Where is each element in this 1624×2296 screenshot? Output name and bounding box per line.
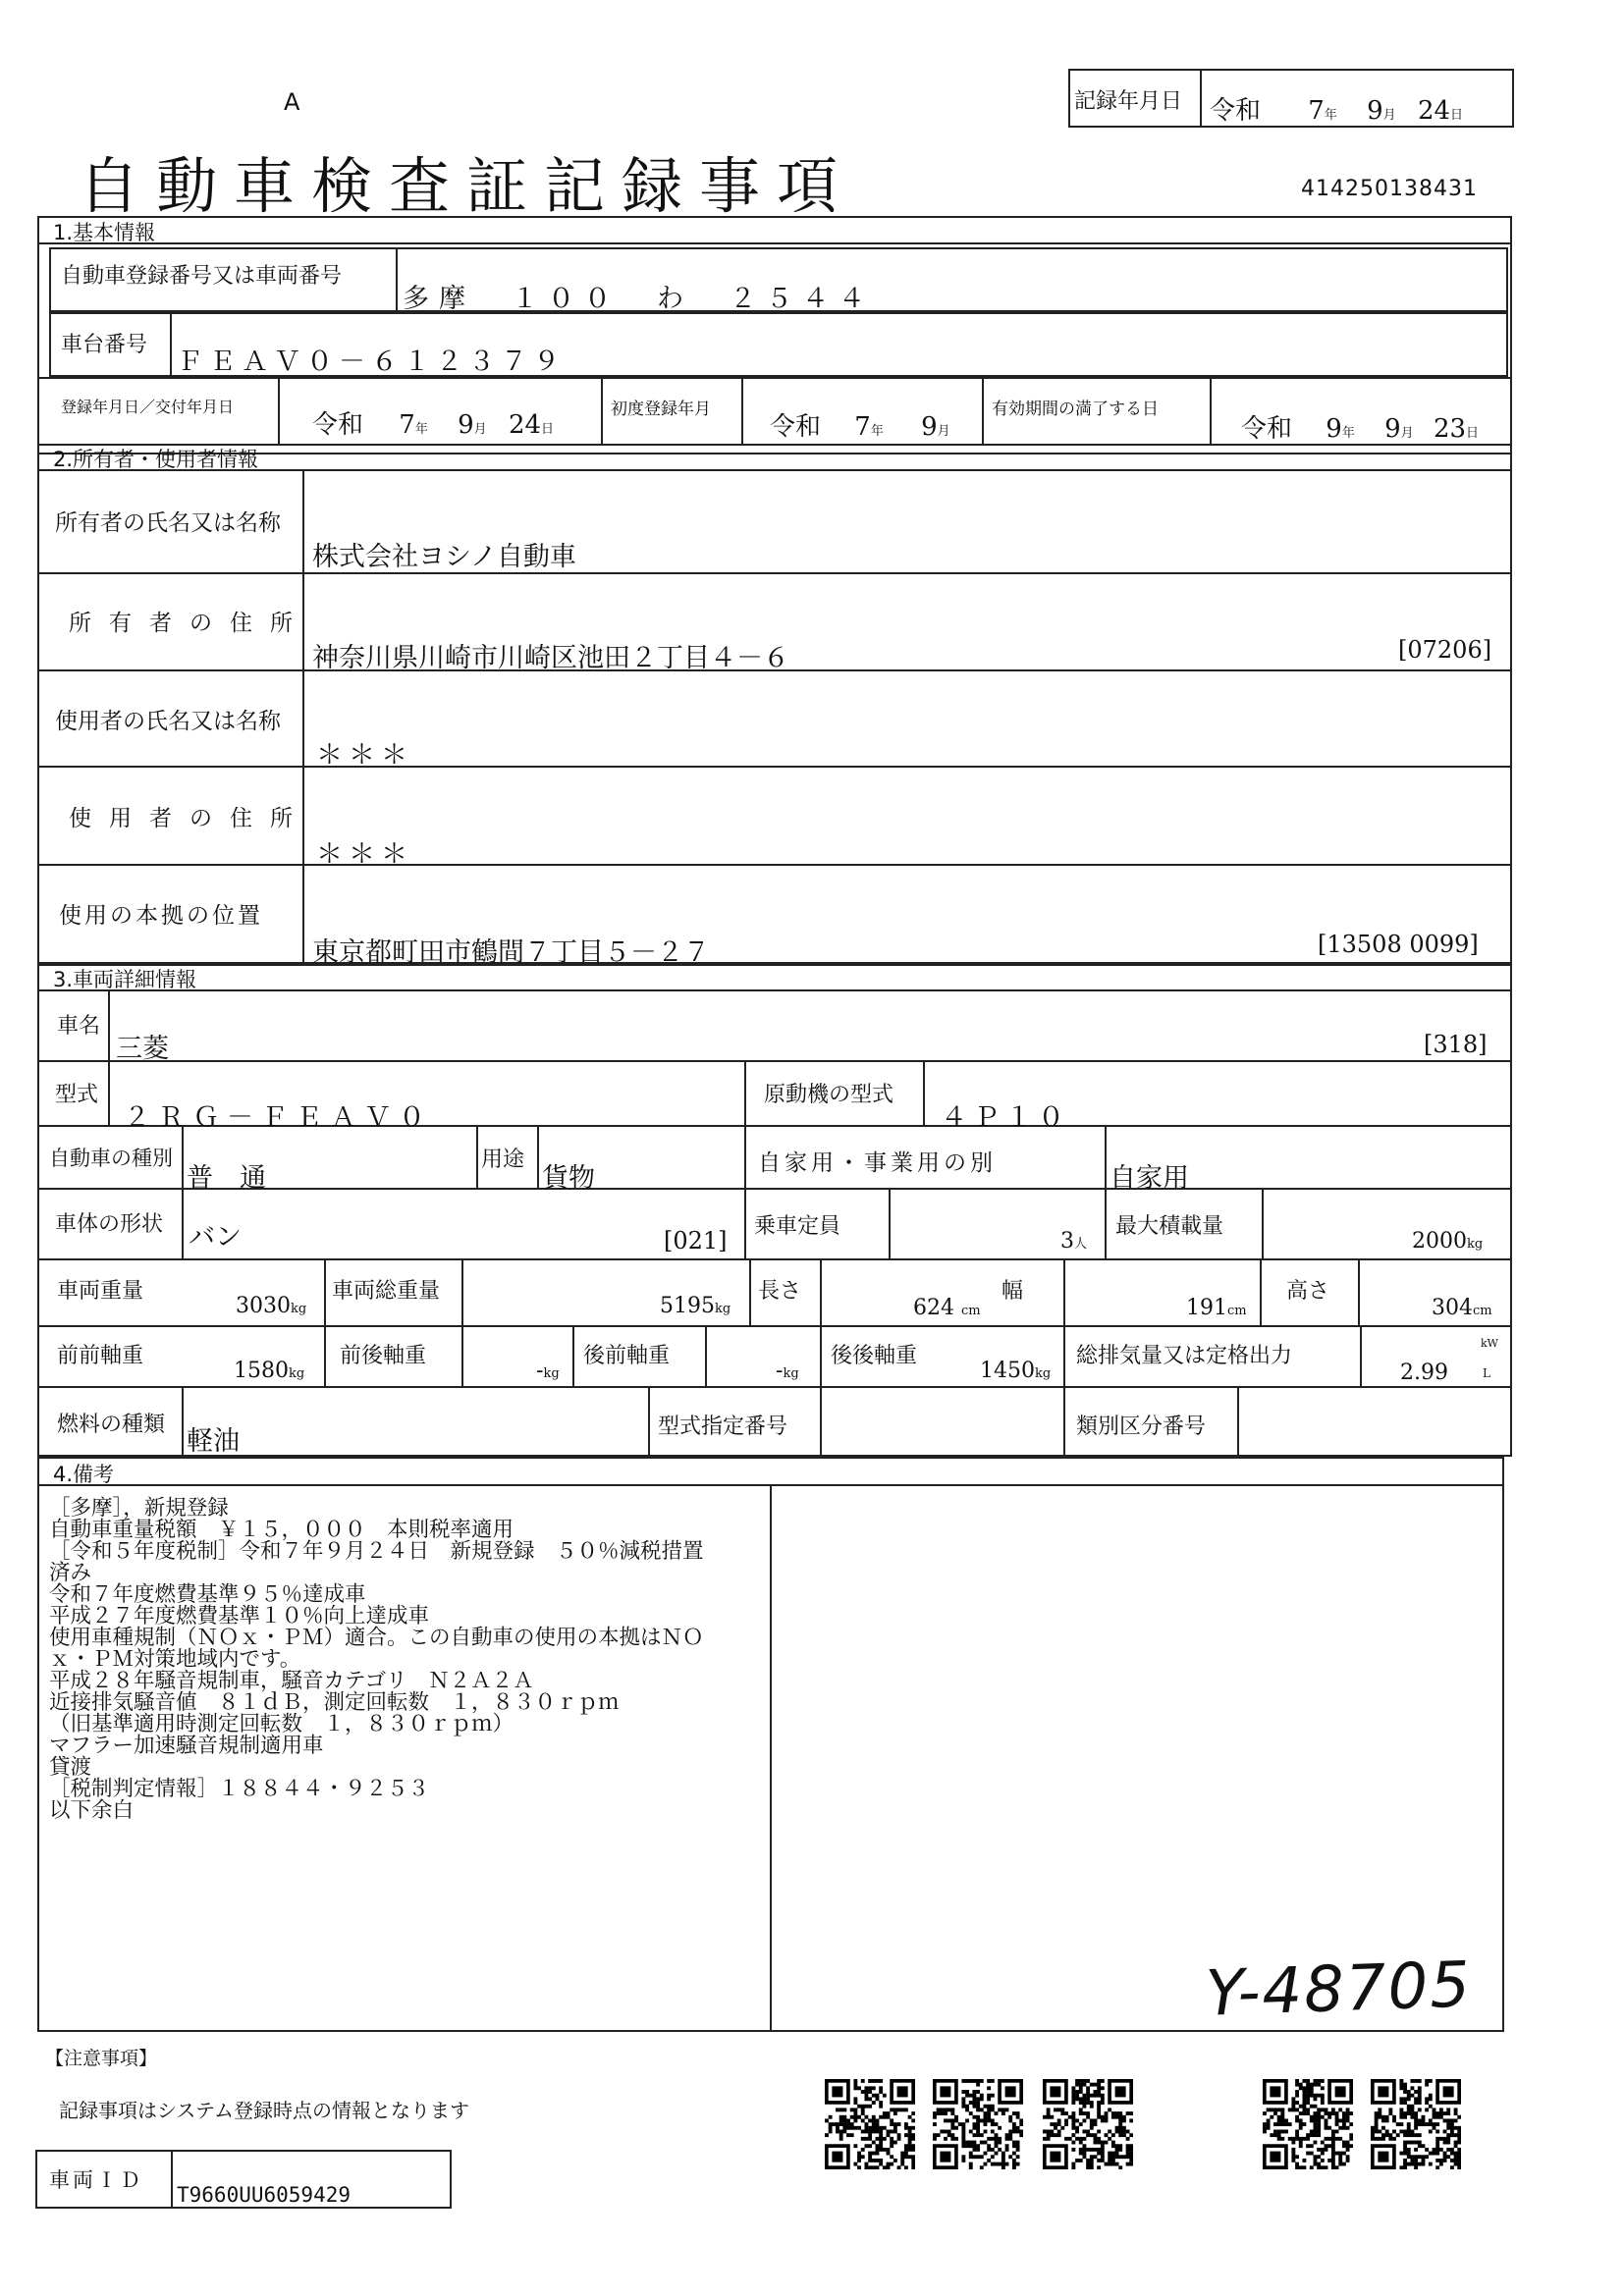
fuel-type-label: 燃料の種類 — [57, 1413, 166, 1437]
length-label: 長さ — [758, 1279, 802, 1304]
user-address-label: 使用者の住所 — [69, 806, 310, 831]
displacement-unit-kw: kW — [1481, 1337, 1498, 1350]
vehicle-name-value: 三菱 — [116, 1034, 169, 1064]
document-number: 414250138431 — [1301, 177, 1478, 201]
remark-line: 平成２７年度燃費基準１０％向上達成車 — [49, 1604, 430, 1629]
user-name-value: ＊＊＊ — [316, 740, 413, 771]
fuel-type-value: 軽油 — [187, 1426, 240, 1457]
remark-line: マフラー加速騒音規制適用車 — [49, 1734, 324, 1758]
max-load-label: 最大積載量 — [1115, 1214, 1224, 1239]
vehicle-weight-value: 3030kg — [236, 1294, 307, 1318]
user-address-value: ＊＊＊ — [316, 839, 413, 870]
length-value: 624 cm — [913, 1296, 981, 1320]
remarks-text — [49, 1498, 704, 1822]
width-label: 幅 — [1001, 1279, 1024, 1304]
front-rear-axle-value: -kg — [536, 1359, 560, 1383]
remark-line: ［令和５年度税制］令和７年９月２４日 新規登録 ５０％減税措置 — [49, 1539, 704, 1564]
capacity-value: 3人 — [1060, 1229, 1088, 1254]
displacement-unit-l: L — [1483, 1366, 1490, 1380]
front-front-axle-value: 1580kg — [234, 1359, 305, 1383]
qr-code-1 — [825, 2079, 915, 2169]
notice-title: 【注意事項】 — [45, 2048, 158, 2069]
body-shape-code: [021] — [664, 1227, 728, 1255]
vehicle-name-code: [318] — [1424, 1031, 1488, 1058]
remark-line: 平成２８年騒音規制車，騒音カテゴリ Ｎ２Ａ２Ａ — [49, 1669, 534, 1693]
remark-line: ［税制判定情報］１８８４４・９２５３ — [49, 1777, 430, 1801]
record-date-label: 記録年月日 — [1074, 89, 1183, 114]
height-value: 304cm — [1432, 1296, 1492, 1320]
vehicle-kind-value: 普 通 — [187, 1163, 266, 1194]
page-title: 自動車検査証記録事項 — [79, 150, 855, 222]
width-value: 191cm — [1186, 1296, 1247, 1320]
rear-rear-axle-value: 1450kg — [980, 1359, 1052, 1383]
remark-line: 貸渡 — [49, 1755, 92, 1780]
expiry-label: 有効期間の満了する日 — [992, 400, 1159, 419]
reg-number-value: 多摩 １００ わ ２５４４ — [403, 284, 875, 314]
chassis-number-label: 車台番号 — [61, 333, 148, 357]
qr-code-2 — [933, 2079, 1023, 2169]
record-date-value: 令和 7年 9月 24日 — [1210, 96, 1464, 126]
owner-name-label: 所有者の氏名又は名称 — [55, 510, 281, 536]
capacity-label: 乗車定員 — [754, 1214, 841, 1239]
reg-date-value: 令和 7年 9月 24日 — [312, 410, 555, 440]
remark-line: 近接排気騒音値 ８１ｄＢ，測定回転数 １，８３０ｒｐｍ — [49, 1690, 620, 1715]
remark-line: 済み — [49, 1561, 92, 1585]
chassis-number-value: ＦＥＡＶ０－６１２３７９ — [177, 347, 566, 377]
owner-address-label: 所有者の住所 — [69, 611, 310, 636]
use-label: 用途 — [481, 1148, 525, 1172]
front-rear-axle-label: 前後軸重 — [340, 1344, 427, 1368]
remark-line: ｘ・ＰＭ対策地域内です。 — [49, 1647, 301, 1672]
engine-model-label: 原動機の型式 — [764, 1083, 894, 1107]
section3-title: 3.車両詳細情報 — [53, 968, 197, 991]
base-location-value: 東京都町田市鶴間７丁目５－２７ — [312, 937, 710, 968]
vehicle-id-value: T9660UU6059429 — [177, 2183, 352, 2207]
vehicle-kind-label: 自動車の種別 — [49, 1147, 173, 1170]
section2-title: 2.所有者・使用者情報 — [53, 448, 259, 471]
displacement-value: 2.99 — [1400, 1361, 1448, 1385]
form-mark: A — [284, 88, 300, 116]
qr-code-4 — [1263, 2079, 1353, 2169]
remark-line: 使用車種規制（ＮＯｘ・ＰＭ）適合。この自動車の使用の本拠はＮＯ — [49, 1626, 704, 1650]
rear-rear-axle-label: 後後軸重 — [831, 1344, 918, 1368]
front-front-axle-label: 前前軸重 — [57, 1344, 144, 1368]
body-shape-value: バン — [189, 1222, 242, 1253]
private-business-value: 自家用 — [1110, 1163, 1189, 1194]
remark-line: 令和７年度燃費基準９５％達成車 — [49, 1582, 366, 1607]
model-value: ２ＲＧ－ＦＥＡＶ０ — [124, 1102, 433, 1133]
section1-title: 1.基本情報 — [53, 221, 156, 244]
owner-name-value: 株式会社ヨシノ自動車 — [312, 542, 576, 572]
reg-date-label: 登録年月日／交付年月日 — [61, 398, 235, 416]
rear-front-axle-value: -kg — [776, 1359, 799, 1383]
base-location-code: [13508 0099] — [1318, 931, 1479, 958]
owner-address-value: 神奈川県川崎市川崎区池田２丁目４－６ — [312, 643, 789, 673]
gross-weight-value: 5195kg — [660, 1294, 731, 1318]
qr-code-3 — [1043, 2079, 1133, 2169]
qr-code-5 — [1371, 2079, 1461, 2169]
section4-title: 4.備考 — [53, 1463, 115, 1486]
remark-line: （旧基準適用時測定回転数 １，８３０ｒｐｍ） — [49, 1712, 514, 1736]
gross-weight-label: 車両総重量 — [332, 1279, 441, 1304]
use-value: 貨物 — [542, 1163, 595, 1194]
expiry-value: 令和 9年 9月 23日 — [1241, 414, 1480, 444]
remark-line: 自動車重量税額 ￥１５，０００ 本則税率適用 — [49, 1518, 514, 1542]
class-number-label: 類別区分番号 — [1076, 1415, 1207, 1439]
max-load-value: 2000kg — [1412, 1229, 1484, 1254]
notice-text: 記録事項はシステム登録時点の情報となります — [59, 2099, 469, 2122]
vehicle-weight-label: 車両重量 — [57, 1279, 144, 1304]
handwritten-stock-number: Y-48705 — [1204, 1949, 1474, 2031]
height-label: 高さ — [1286, 1279, 1330, 1304]
remark-line: ［多摩］，新規登録 — [49, 1496, 229, 1521]
vehicle-name-label: 車名 — [57, 1014, 101, 1039]
private-business-label: 自家用・事業用の別 — [758, 1150, 997, 1176]
base-location-label: 使用の本拠の位置 — [59, 903, 263, 929]
remark-line: 以下余白 — [49, 1798, 135, 1823]
type-designation-label: 型式指定番号 — [658, 1415, 788, 1439]
first-reg-value: 令和 7年 9月 — [770, 412, 950, 442]
vehicle-id-label: 車両ＩＤ — [49, 2168, 143, 2192]
engine-model-value: ４Ｐ１０ — [941, 1102, 1070, 1133]
displacement-label: 総排気量又は定格出力 — [1076, 1344, 1293, 1368]
first-reg-label: 初度登録年月 — [611, 400, 711, 419]
rear-front-axle-label: 後前軸重 — [583, 1344, 671, 1368]
model-label: 型式 — [55, 1083, 99, 1107]
user-name-label: 使用者の氏名又は名称 — [55, 709, 281, 734]
reg-number-label: 自動車登録番号又は車両番号 — [61, 264, 343, 289]
owner-address-code: [07206] — [1398, 636, 1492, 664]
body-shape-label: 車体の形状 — [55, 1212, 164, 1237]
